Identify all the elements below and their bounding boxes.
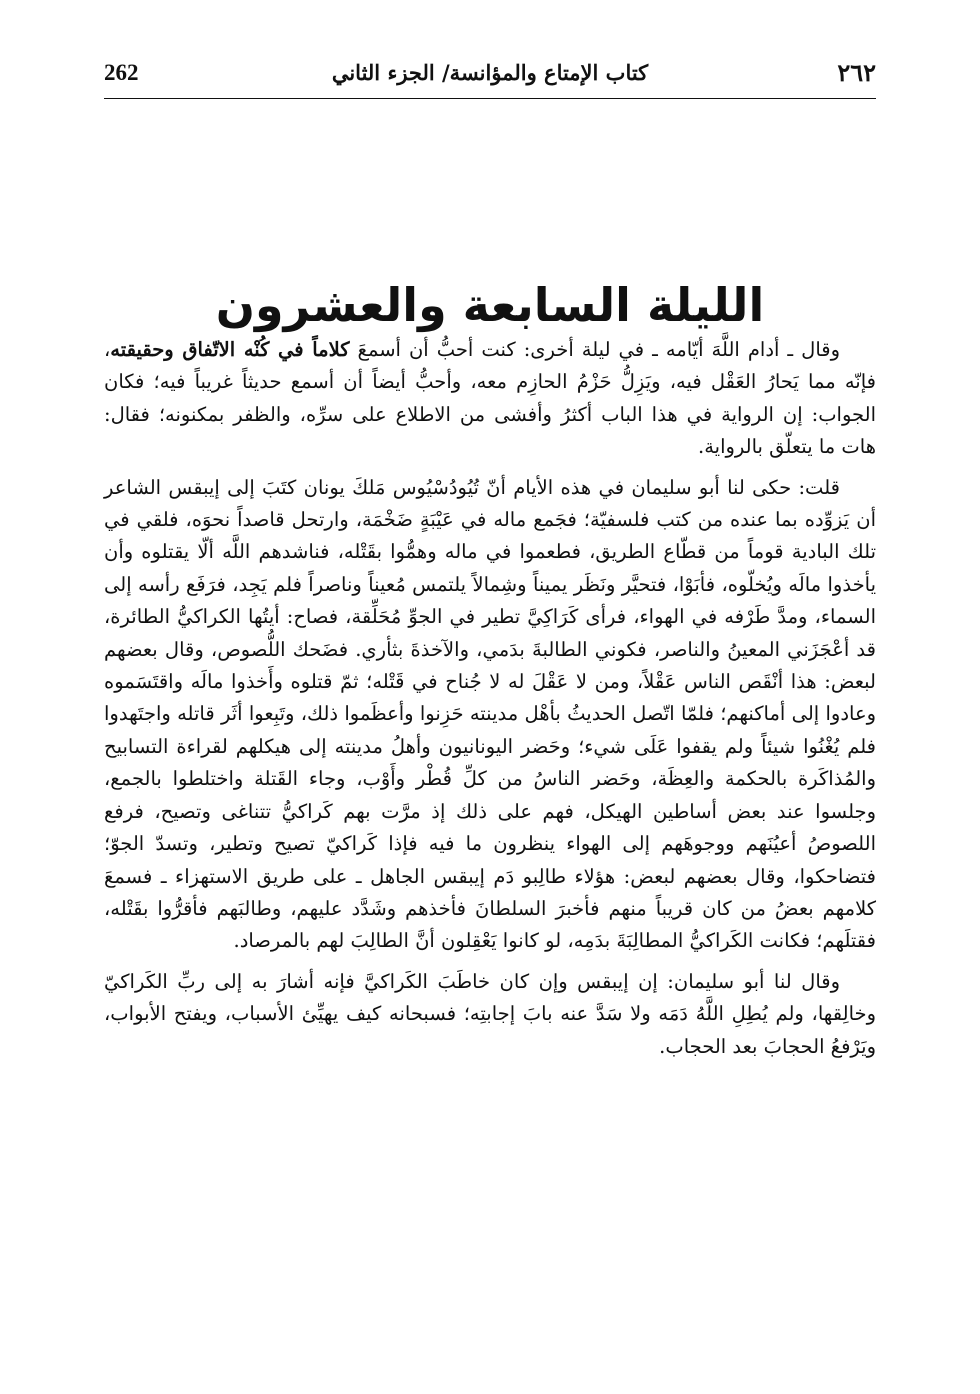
page-number-latin: 262 bbox=[104, 60, 139, 85]
paragraph-1-lead: وقال ـ أدام اللَّهَ أيّامه ـ في ليلة أخرى: كنت أحبُّ أن أسمعَ bbox=[349, 338, 841, 361]
page-number-arabic: ٢٦٢ bbox=[837, 58, 876, 87]
running-title: كتاب الإمتاع والمؤانسة/ الجزء الثاني bbox=[331, 60, 649, 85]
chapter-title: الليلة السابعة والعشرون bbox=[215, 277, 765, 332]
paragraph-1-rest: ، فإنّه مما يَحارُ العَقْل فيه، ويَزِلُّ حَزْمُ الحازِم معه، وأحبُّ أيضاً أن أسمع حديثاً غريباً فيه؛ فكان الجواب: إن الرواية في هذا الباب أكثرُ وأفشى من الاطلاع على سرِّه، والظفر بمكنونه؛ فقال: هات ما يتعلّق بالرواية. bbox=[104, 338, 876, 459]
paragraph-2: قلت: حكى لنا أبو سليمان في هذه الأيام أنّ تُيُودُسْيُوس مَلكَ يونان كتَبَ إلى إيبقس الشاعر أن يَزوِّده بما عنده من كتب فلسفيّة؛ فجَمع ماله في عَيْبَةٍ ضَخْمَة، وارتحل قاصداً نحوَه، فلقي في تلك البادية قوماً من قطّاع الطريق، فطعموا في ماله وهمُّوا بقَتْله، فناشدهم اللَّه ألّا يقتلوه وأن يأخذوا مالَه ويُخلّوه، فأبَوْا، فتحيَّر ونَظَر يميناً وشِمالاً يلتمس مُعيناً وناصراً فلم يَجِد، فرَفَع رأسه إلى السماء، ومدَّ طَرْفه في الهواء، فرأى كَرَاكِيَّ تطير في الجوِّ مُحَلِّقة، فصاح: أيتُها الكراكيُّ الطائرة، قد أعْجَزَني المعينُ والناصر، فكوني الطالبةَ بدَمي، والآخذةَ بثأري. فضَحك اللُّصوص، وقال بعضهم لبعض: هذا أنْقَص الناس عَقْلاً، ومن لا عَقْلَ له لا جُناح في قَتْله؛ ثمّ قتلوه وأَخذوا مالَه واقتَسَموه وعادوا إلى أماكنهم؛ فلمّا اتّصل الحديثُ بأهْل مدينته حَزِنوا وأعظَموا ذلك، وتَبِعوا أثَر قاتله واجتَهدوا فلم يُغْنُوا شيئاً ولم يقفوا عَلَى شيء؛ وحَضر اليونانيون وأهلُ مدينته إلى هيكلهم لقراءة التسابيح والمُذاكَرة بالحكمة والعِظَة، وحَضر الناسُ من كلِّ قُطْر وأَوْب، وجاء القَتلة واختلطوا بالجمع، وجلسوا عند بعض أساطين الهيكل، فهم على ذلك إذ مرَّت بهم كَراكيُّ تتناغى وتصيح، فرفع اللصوصُ أعيُنَهم ووجوهَهم إلى الهواء ينظرون ما فيه فإذا كَراكيّ تصيح وتطير، وتسدّ الجوّ؛ فتضاحكوا، وقال بعضهم لبعض: هؤلاء طالِبو دَم إيبقس الجاهل ـ على طريق الاستهزاء ـ فسمعَ كلامهم بعضُ من كان قريباً منهم فأخبرَ السلطانَ فأخذهم وشَدَّد عليهم، وطالبَهم فأقرُّوا بقَتْله، فقتلَهم؛ فكانت الكَراكيُّ المطالِبَةَ بدَمِه، لو كانوا يَعْقِلون أنَّ الطالِبَ لهم بالمرصاد. bbox=[104, 475, 876, 953]
running-header bbox=[104, 58, 876, 98]
paragraph-1 bbox=[104, 334, 876, 464]
paragraph-1-emphasis: كلاماً في كُنْه الاتّفاق وحقيقته bbox=[110, 338, 350, 361]
body-text bbox=[104, 334, 876, 1063]
header-rule bbox=[104, 98, 876, 99]
paragraph-3: وقال لنا أبو سليمان: إن إيبقس وإن كان خاطَبَ الكَراكيَّ فإنه أشارَ به إلى ربِّ الكَراكيّ وخالِقها، ولم يُطِلِ اللَّهُ دَمَه ولا سَدَّ عنه بابَ إجابتِه؛ فسبحانه كيف يهيِّئ الأسباب، ويفتح الأبواب، ويَرْفعُ الحجابَ بعد الحجاب. bbox=[104, 969, 876, 1058]
